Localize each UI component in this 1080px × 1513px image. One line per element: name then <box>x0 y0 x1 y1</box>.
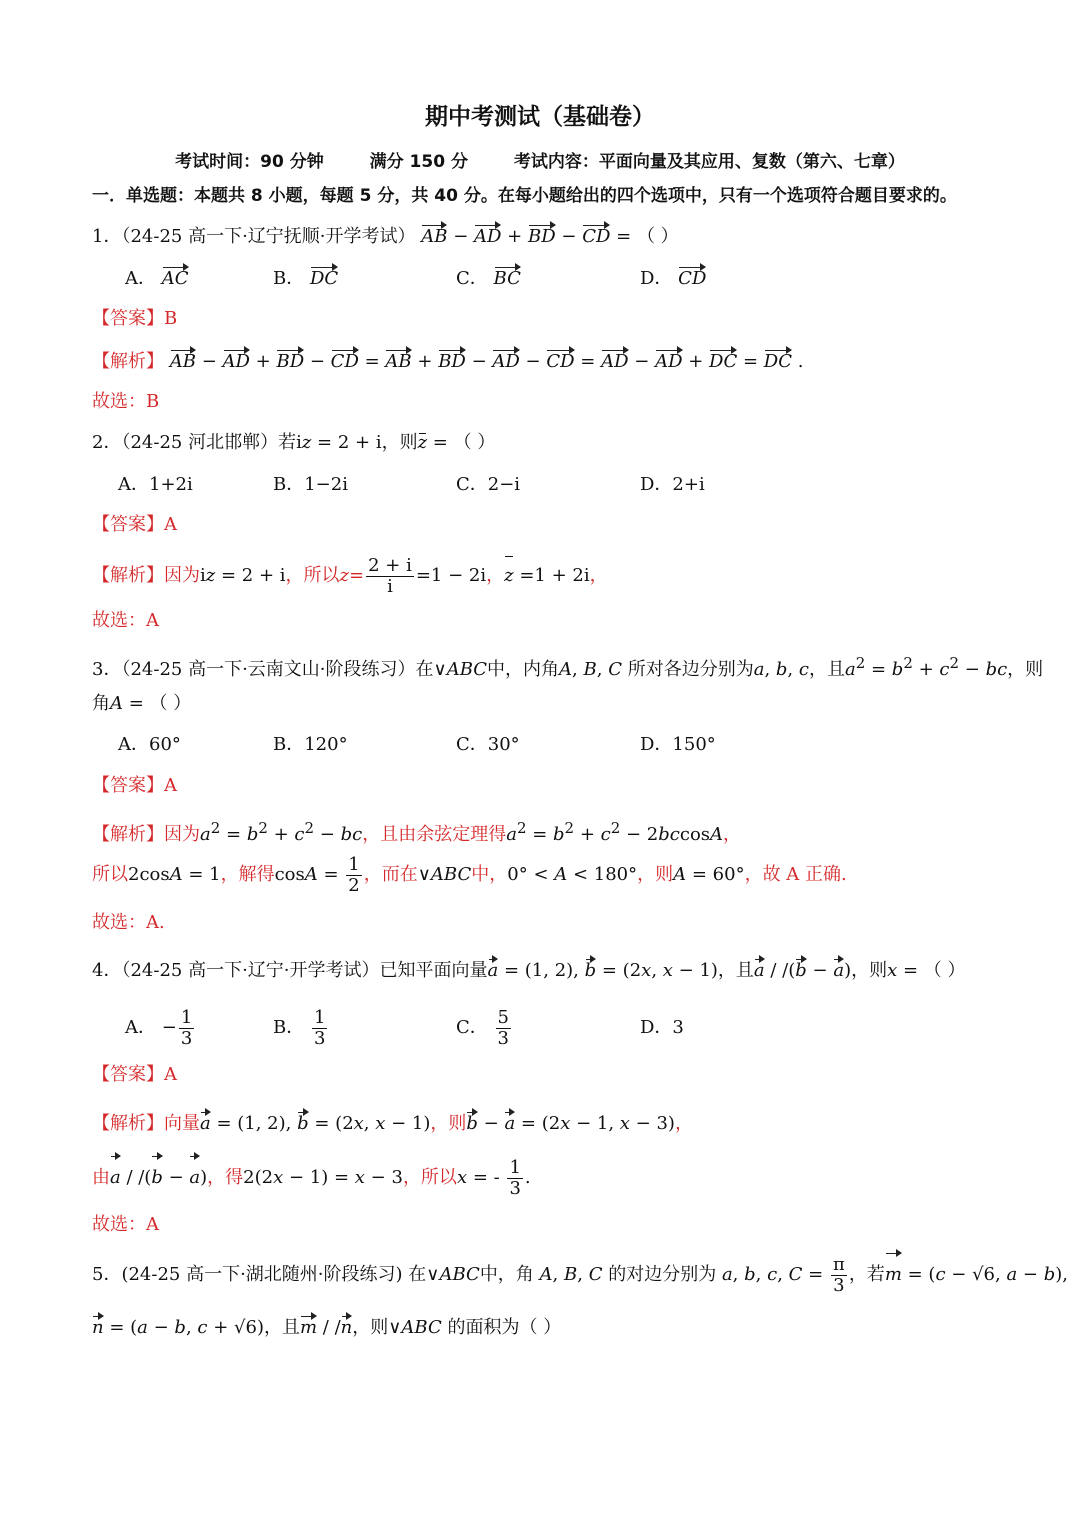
q3-analysis: 【解析】因为$a^2 = b^2 + c^2$ − bc，且由余弦定理得$a^2 = b^2 + c^2 - 2bccosA$， <box>92 819 742 845</box>
question-5-stem-line2: n = (a − b, c + √6)，且m / /n，则∨ABC 的面积为（ ） <box>92 1315 561 1341</box>
q1-choose: 故选：B <box>92 391 160 412</box>
question-3-stem: 3．（24-25 高一下·云南文山·阶段练习）在∨ABC中，内角A, B, C 所对各边分别为a, b, c，且$a^2 = b^2 + c^2$ − bc，则 <box>92 654 1044 680</box>
q2-option-d: D．2+i <box>640 474 705 495</box>
q2-option-c: C．2−i <box>456 474 521 495</box>
q3-choose: 故选：A. <box>92 912 165 933</box>
q4-analysis-line2: 由a / /(b − a)，得2(2x − 1) = x − 3，所以x = - $\frac{1}{3}$ . <box>92 1155 531 1201</box>
exam-time: 考试时间：90 分钟 <box>175 152 324 172</box>
section-heading: 一．单选题：本题共 8 小题，每题 5 分，共 40 分。在每小题给出的四个选项中，只有一个选项符合题目要求的。 <box>92 186 957 206</box>
q3-answer: 【答案】A <box>92 775 177 796</box>
q4-choose: 故选：A <box>92 1214 159 1235</box>
q2-answer: 【答案】A <box>92 514 177 535</box>
q3-option-c: C．30° <box>456 734 520 755</box>
q4-option-a: A． − $\frac{1}{3}$ <box>125 1006 193 1049</box>
exam-score: 满分 150 分 <box>369 152 468 172</box>
q3-option-b: B．120° <box>273 734 348 755</box>
q4-analysis: 【解析】向量a = (1, 2), b = (2x, x − 1)，则b − a = (2x − 1, x − 3)， <box>92 1111 693 1137</box>
question-1-stem: 1．（24-25 高一下·辽宁抚顺·开学考试） AB − AD + BD − CD = （ ） <box>92 224 679 250</box>
q4-answer: 【答案】A <box>92 1064 177 1085</box>
q3-option-d: D．150° <box>640 734 716 755</box>
question-3-stem-line2: 角A = （ ） <box>92 693 192 714</box>
q3-option-a: A．60° <box>118 734 181 755</box>
page-title: 期中考测试（基础卷） <box>425 104 655 130</box>
q1-analysis: 【解析】 AB − AD + BD − CD = AB + BD − AD − CD = AD − AD + DC = DC . <box>92 349 803 375</box>
q2-option-b: B．1−2i <box>273 474 348 495</box>
question-2-stem: 2．（24-25 河北邯郸）若iz = 2 + i，则z = （ ） <box>92 430 495 456</box>
q1-option-b: B． DC <box>273 266 338 292</box>
q3-analysis-line2: 所以2cosA = 1，解得cosA = $\frac{1}{2}$ ，而在∨ABC中，0° < A < 180°，则A = 60°，故 A 正确. <box>92 853 847 896</box>
q1-option-d: D． CD <box>640 266 706 292</box>
q2-analysis: 【解析】因为iz = 2 + i，所以z= $\frac{2 + i}{i}$ =1 − 2i，z =1 + 2i， <box>92 553 608 599</box>
q1-answer: 【答案】B <box>92 308 178 329</box>
question-5-stem: 5．(24-25 高一下·湖北随州·阶段练习) 在∨ABC中，角 A, B, C 的对边分别为 a, b, c, C = $\frac{\pi}{3}$ ，若m = (c − √6, a − b), <box>92 1252 1068 1298</box>
exam-content: 考试内容：平面向量及其应用、复数（第六、七章） <box>513 152 905 172</box>
q2-option-a: A．1+2i <box>118 474 193 495</box>
q4-option-d: D．3 <box>640 1017 684 1038</box>
exam-info <box>0 149 1080 175</box>
q4-option-b: B． $\frac{1}{3}$ <box>273 1006 326 1049</box>
q1-option-a: A． AC <box>125 266 189 292</box>
question-4-stem: 4．（24-25 高一下·辽宁·开学考试）已知平面向量a = (1, 2), b = (2x, x − 1)，且a / /(b − a)，则x = （ ） <box>92 958 966 984</box>
q2-choose: 故选：A <box>92 610 159 631</box>
q4-option-c: C． $\frac{5}{3}$ <box>456 1006 509 1049</box>
q1-option-c: C． BC <box>456 266 521 292</box>
